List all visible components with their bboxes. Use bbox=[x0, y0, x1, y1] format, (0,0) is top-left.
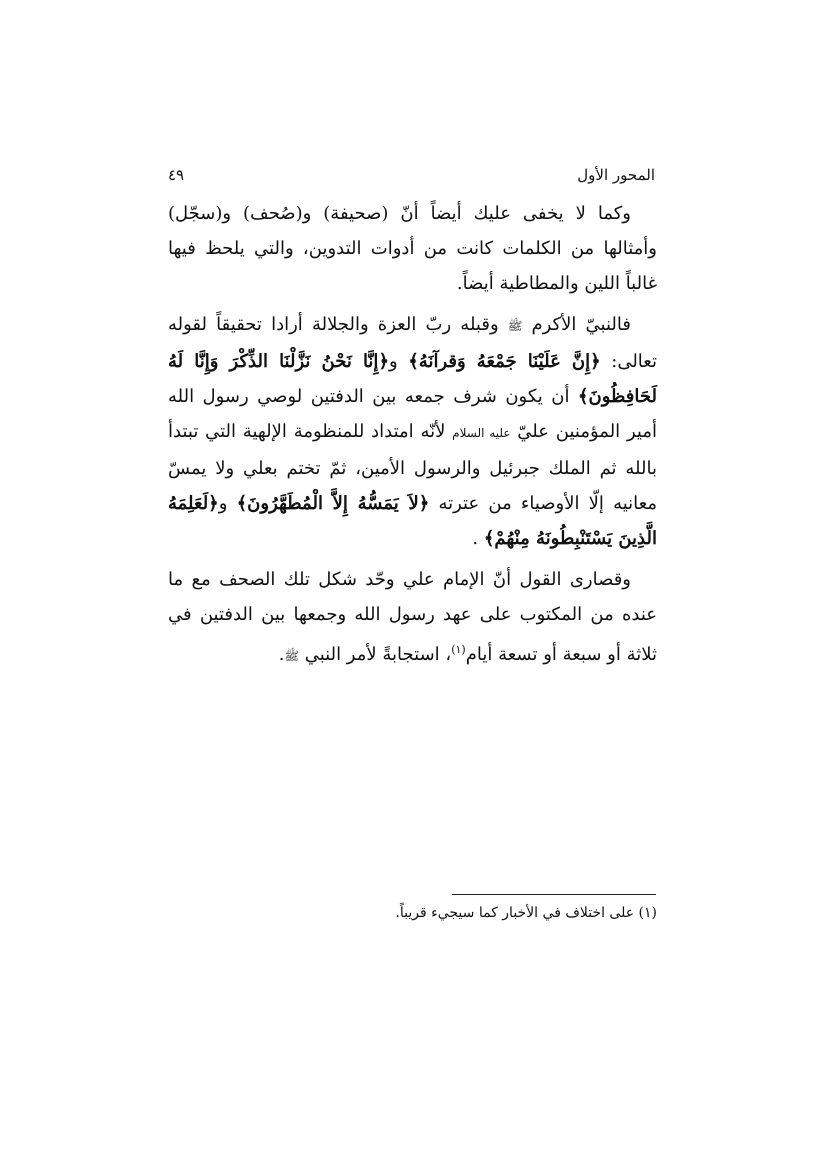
honorific-mark: ﷺ bbox=[507, 319, 523, 333]
chapter-title: المحور الأول bbox=[577, 166, 655, 184]
honorific-mark: عليه السلام bbox=[452, 426, 511, 440]
footnote-reference[interactable]: (١) bbox=[451, 643, 466, 656]
text-segment: . bbox=[472, 528, 479, 549]
text-segment: فالنبيّ الأكرم bbox=[531, 314, 631, 335]
quran-verse: ﴿إِنَّا نَحْنُ نَزَّلْنَا الذِّكْرَ وَإِنَّا لَهُ لَحَافِظُونَ﴾ bbox=[168, 351, 657, 407]
paragraph-1: وكما لا يخفى عليك أيضاً أنّ (صحيفة) و(صُحف) و(سجّل) وأمثالها من الكلمات كانت من أدوات التدوين، والتي يلحظ فيها غالباً اللين والمطاطية أيضاً. bbox=[168, 203, 657, 294]
text-segment: ، استجابةً لأمر النبي bbox=[304, 644, 452, 665]
quran-verse: ﴿لَعَلِمَهُ الَّذِينَ يَسْتَنْبِطُونَهُ مِنْهُمْ﴾ bbox=[168, 493, 657, 549]
running-header bbox=[168, 166, 655, 190]
text-segment: لأنّه امتداد للمنظومة الإلهية التي تبتدأ بالله ثم الملك جبرئيل والرسول الأمين، ثمّ تختم بعلي ولا يمسّ معانيه إلّا الأوصياء من عترته bbox=[168, 421, 657, 514]
text-segment: أن يكون شرف جمعه بين الدفتين لوصي رسول الله أمير المؤمنين عليّ bbox=[168, 386, 657, 442]
body-text bbox=[168, 196, 657, 674]
paragraph-2 bbox=[168, 307, 657, 556]
text-segment: وقصارى القول أنّ الإمام علي وحّد شكل تلك الصحف مع ما عنده من المكتوب على عهد رسول الله وجمعها بين الدفتين في ثلاثة أو سبعة أو تسعة أيام bbox=[168, 569, 657, 665]
page-number: ٤٩ bbox=[168, 166, 185, 184]
paragraph-3 bbox=[168, 562, 657, 674]
text-segment: و bbox=[388, 351, 398, 372]
text-segment: وقبله ربّ العزة والجلالة أرادا تحقيقاً لقوله تعالى: bbox=[168, 314, 657, 372]
quran-verse: ﴿لاَ يَمَسُّهُ إِلاَّ الْمُطَهَّرُونَ﴾ bbox=[236, 493, 430, 514]
footnote: (١) على اختلاف في الأخبار كما سيجيء قريباً. bbox=[395, 905, 657, 921]
honorific-mark: ﷺ bbox=[284, 649, 299, 663]
text-segment: . bbox=[278, 644, 285, 665]
quran-verse: ﴿إِنَّ عَلَيْنَا جَمْعَهُ وَقرآنَهُ﴾ bbox=[408, 351, 601, 372]
text-segment: و bbox=[218, 493, 228, 514]
footnote-divider bbox=[452, 894, 656, 895]
